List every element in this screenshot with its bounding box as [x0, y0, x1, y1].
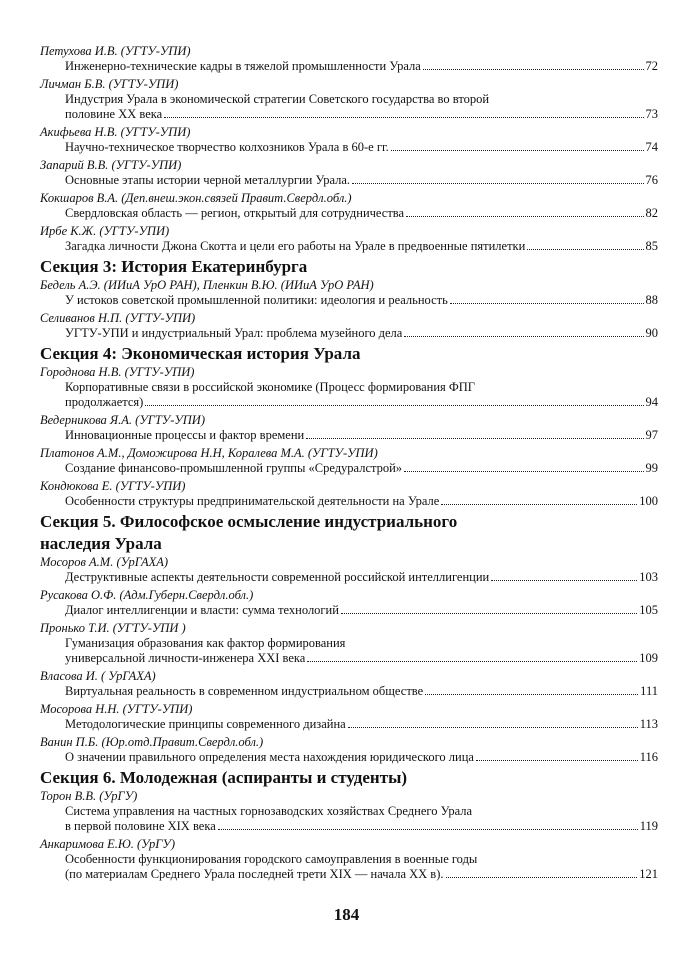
- toc-entry-title-line: УГТУ-УПИ и индустриальный Урал: проблема музейного дела: [65, 326, 403, 340]
- toc-page-number: 100: [639, 494, 658, 508]
- toc-page-number: 103: [639, 570, 658, 584]
- toc-entry-title-line: Создание финансово-промышленной группы «Средуралстрой»: [65, 461, 403, 475]
- toc-entry-title-line: Система управления на частных горнозаводских хозяйствах Среднего Урала: [65, 804, 473, 818]
- toc-entry: [40, 603, 658, 618]
- toc-entry-row: [65, 326, 658, 341]
- toc-entry-row: [65, 867, 658, 882]
- page-number: 184: [333, 905, 360, 924]
- toc-author: Платонов А.М., Доможирова Н.Н, Коралева М.А. (УГТУ-УПИ): [40, 446, 378, 460]
- toc-author: Мосоров А.М. (УрГАХА): [40, 555, 169, 569]
- toc-page-number: 109: [639, 651, 658, 665]
- toc-entry-row: [65, 173, 658, 188]
- toc-entry-title-line: Виртуальная реальность в современном индустриальном обществе: [65, 684, 424, 698]
- toc-entry-row: [65, 461, 658, 476]
- toc-entry: [40, 293, 658, 308]
- toc-entry-title-line: У истоков советской промышленной политики: идеология и реальность: [65, 293, 448, 307]
- toc-author: Пронько Т.И. (УГТУ-УПИ ): [40, 621, 186, 635]
- toc-entry-row: [65, 684, 658, 699]
- toc-entry-row: [65, 494, 658, 509]
- toc-entry: [40, 173, 658, 188]
- toc-entry-title-line: Корпоративные связи в российской экономике (Процесс формирования ФПГ: [65, 380, 476, 394]
- toc-entry-row: [65, 107, 658, 122]
- toc-page-number: 82: [645, 206, 658, 220]
- toc-page-number: 85: [645, 239, 658, 253]
- toc-entry: [40, 494, 658, 509]
- toc-author: Личман Б.В. (УГТУ-УПИ): [40, 77, 179, 91]
- toc-author: Кокшаров В.А. (Деп.внеш.экон.связей Правит.Свердл.обл.): [40, 191, 352, 205]
- toc-entry: [40, 206, 658, 221]
- toc-entry-title-line: Особенности функционирования городского самоуправления в военные годы: [65, 852, 478, 866]
- dot-leader: [441, 504, 637, 505]
- toc-entry-title-line: Диалог интеллигенции и власти: сумма технологий: [65, 603, 339, 617]
- toc-entry: [40, 239, 658, 254]
- toc-entry-row: [65, 717, 658, 732]
- toc-entry: [40, 92, 658, 122]
- toc-author: Власова И. ( УрГАХА): [40, 669, 156, 683]
- toc-entry: [40, 428, 658, 443]
- dot-leader: [218, 829, 638, 830]
- toc-author: Ванин П.Б. (Юр.отд.Правит.Свердл.обл.): [40, 735, 264, 749]
- toc-entry: [40, 804, 658, 834]
- dot-leader: [491, 580, 637, 581]
- toc-author: Торон В.В. (УрГУ): [40, 789, 138, 803]
- toc-entry-row: [65, 239, 658, 254]
- toc-author: Анкаримова Е.Ю. (УрГУ): [40, 837, 175, 851]
- toc-entry: [40, 59, 658, 74]
- dot-leader: [164, 117, 643, 118]
- dot-leader: [450, 303, 644, 304]
- toc-entry-title-line: Гуманизация образования как фактор формирования: [65, 636, 346, 650]
- toc-entry: [40, 717, 658, 732]
- table-of-contents: [40, 44, 658, 885]
- toc-page-number: 88: [645, 293, 658, 307]
- toc-entry-title-line: (по материалам Среднего Урала последней трети XIX — начала XX в).: [65, 867, 444, 881]
- toc-entry: [40, 684, 658, 699]
- toc-entry-title-line: Инновационные процессы и фактор времени: [65, 428, 305, 442]
- toc-entry-title-line: Методологические принципы современного дизайна: [65, 717, 346, 731]
- toc-author: Ведерникова Я.А. (УГТУ-УПИ): [40, 413, 205, 427]
- dot-leader: [348, 727, 638, 728]
- dot-leader: [307, 661, 637, 662]
- toc-author: Селиванов Н.П. (УГТУ-УПИ): [40, 311, 196, 325]
- toc-entry-row: [65, 750, 658, 765]
- toc-page-number: 105: [639, 603, 658, 617]
- toc-entry-row: [65, 603, 658, 618]
- toc-entry-row: [65, 819, 658, 834]
- toc-entry-row: [65, 651, 658, 666]
- toc-entry: [40, 852, 658, 882]
- toc-author: Запарий В.В. (УГТУ-УПИ): [40, 158, 182, 172]
- dot-leader: [404, 336, 643, 337]
- dot-leader: [425, 694, 638, 695]
- toc-entry-title-line: Особенности структуры предпринимательской деятельности на Урале: [65, 494, 440, 508]
- toc-entry: [40, 461, 658, 476]
- toc-author: Акифьева Н.В. (УГТУ-УПИ): [40, 125, 191, 139]
- toc-author: Кондюкова Е. (УГТУ-УПИ): [40, 479, 186, 493]
- toc-entry-row: [65, 206, 658, 221]
- toc-page-number: 116: [639, 750, 658, 764]
- toc-entry: [40, 380, 658, 410]
- toc-entry: [40, 326, 658, 341]
- toc-entry-title-line: универсальной личности-инженера XXI века: [65, 651, 306, 665]
- toc-author: Городнова Н.В. (УГТУ-УПИ): [40, 365, 195, 379]
- section-heading: Секция 6. Молодежная (аспиранты и студенты): [40, 768, 408, 787]
- section-heading: наследия Урала: [40, 534, 162, 553]
- toc-page-number: 99: [645, 461, 658, 475]
- toc-entry: [40, 570, 658, 585]
- toc-page-number: 97: [645, 428, 658, 442]
- dot-leader: [352, 183, 643, 184]
- toc-page-number: 72: [645, 59, 658, 73]
- dot-leader: [306, 438, 643, 439]
- toc-entry-row: [65, 140, 658, 155]
- toc-entry-title-line: Деструктивные аспекты деятельности современной российской интеллигенции: [65, 570, 490, 584]
- section-heading: Секция 3: История Екатеринбурга: [40, 257, 308, 276]
- toc-entry: [40, 750, 658, 765]
- toc-author: Петухова И.В. (УГТУ-УПИ): [40, 44, 191, 58]
- toc-entry-title-line: Индустрия Урала в экономической стратегии Советского государства во второй: [65, 92, 490, 106]
- toc-entry-row: [65, 570, 658, 585]
- dot-leader: [527, 249, 643, 250]
- toc-author: Бедель А.Э. (ИИиА УрО РАН), Пленкин В.Ю. (ИИиА УрО РАН): [40, 278, 374, 292]
- dot-leader: [391, 150, 644, 151]
- dot-leader: [145, 405, 643, 406]
- toc-entry-title-line: продолжается): [65, 395, 144, 409]
- toc-page-number: 121: [639, 867, 658, 881]
- toc-entry-title-line: О значении правильного определения места нахождения юридического лица: [65, 750, 474, 764]
- toc-entry-title-line: Научно-техническое творчество колхозников Урала в 60-е гг.: [65, 140, 389, 154]
- toc-page-number: 94: [645, 395, 658, 409]
- toc-entry-row: [65, 428, 658, 443]
- toc-entry-title-line: Загадка личности Джона Скотта и цели его работы на Урале в предвоенные пятилетки: [65, 239, 526, 253]
- toc-entry-row: [65, 293, 658, 308]
- dot-leader: [404, 471, 643, 472]
- toc-page-number: 113: [639, 717, 658, 731]
- toc-entry-title-line: половине XX века: [65, 107, 163, 121]
- toc-entry: [40, 140, 658, 155]
- toc-page-number: 73: [645, 107, 658, 121]
- toc-entry-title-line: Основные этапы истории черной металлургии Урала.: [65, 173, 351, 187]
- toc-author: Русакова О.Ф. (Адм.Губерн.Свердл.обл.): [40, 588, 254, 602]
- section-heading: Секция 5. Философское осмысление индустриального: [40, 512, 458, 531]
- toc-page-number: 111: [640, 684, 658, 698]
- toc-entry-title-line: Свердловская область — регион, открытый для сотрудничества: [65, 206, 405, 220]
- toc-entry-row: [65, 395, 658, 410]
- toc-page-number: 76: [645, 173, 658, 187]
- dot-leader: [446, 877, 638, 878]
- dot-leader: [476, 760, 638, 761]
- dot-leader: [341, 613, 637, 614]
- toc-page-number: 119: [639, 819, 658, 833]
- toc-entry-row: [65, 59, 658, 74]
- dot-leader: [406, 216, 643, 217]
- section-heading: Секция 4: Экономическая история Урала: [40, 344, 361, 363]
- dot-leader: [423, 69, 644, 70]
- toc-entry: [40, 636, 658, 666]
- toc-author: Ирбе К.Ж. (УГТУ-УПИ): [40, 224, 170, 238]
- toc-entry-title-line: Инженерно-технические кадры в тяжелой промышленности Урала: [65, 59, 421, 73]
- toc-entry-title-line: в первой половине XIX века: [65, 819, 216, 833]
- toc-page-number: 90: [645, 326, 658, 340]
- toc-page-number: 74: [645, 140, 658, 154]
- toc-author: Мосорова Н.Н. (УГТУ-УПИ): [40, 702, 193, 716]
